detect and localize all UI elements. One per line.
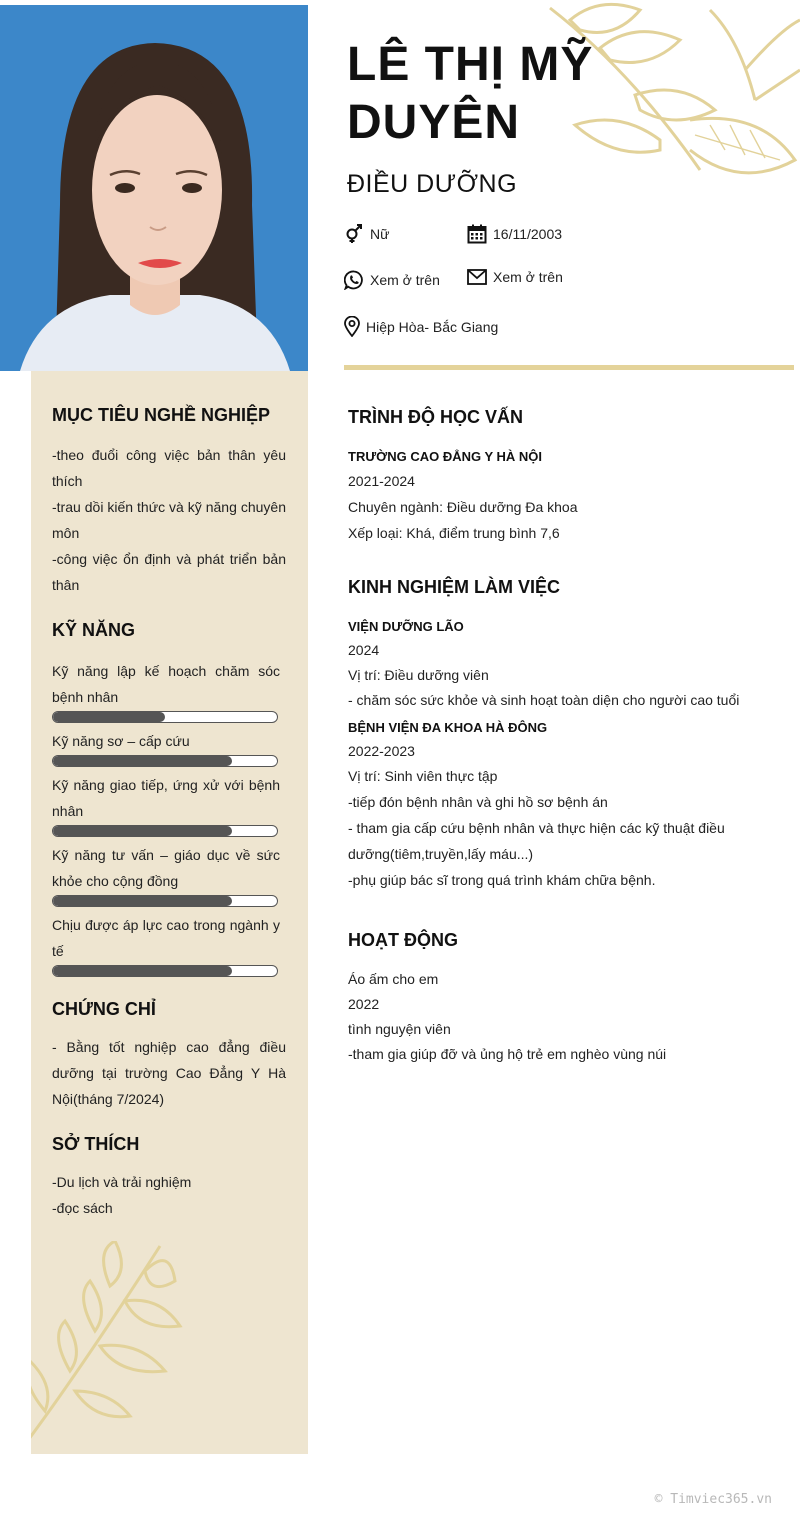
education-grade: Xếp loại: Khá, điểm trung bình 7,6 [348,525,560,541]
skill-item [52,658,280,723]
skill-item [52,842,280,907]
education-section [348,407,788,546]
skills-title: KỸ NĂNG [52,620,136,640]
objective-list [52,442,286,598]
skill-label: Kỹ năng giao tiếp, ứng xử với bệnh nhân [52,777,280,819]
school-name: TRƯỜNG CAO ĐẲNG Y HÀ NỘI [348,449,543,464]
objective-line: -theo đuổi công việc bản thân yêu thích [52,447,286,489]
address-text: Hiệp Hòa- Bắc Giang [366,318,499,335]
skill-bar [52,895,278,907]
email-info [467,268,563,286]
skill-bar-fill [53,712,165,722]
birthdate-text: 16/11/2003 [493,226,563,242]
phone-info [344,270,440,290]
sidebar [31,371,308,1454]
name-line: LÊ THỊ MỸ [347,38,594,91]
job-line: - tham gia cấp cứu bệnh nhân và thực hiện các kỹ thuật điều dưỡng(tiêm,truyền,lấy máu...) [348,820,725,862]
skill-label: Kỹ năng lập kế hoạch chăm sóc bệnh nhân [52,663,280,705]
candidate-name [347,36,593,152]
experience-title: KINH NGHIỆM LÀM VIỆC [348,577,561,597]
location-icon [344,316,360,337]
objective-title: MỤC TIÊU NGHỀ NGHIỆP [52,405,271,425]
gender-icon [344,224,364,244]
job-period: 2024 [348,642,380,658]
name-line: DUYÊN [347,96,521,149]
activities-section [348,930,788,1067]
profile-photo [0,5,308,371]
skill-label: Chịu được áp lực cao trong ngành y tế [52,917,280,959]
job-org: VIỆN DƯỠNG LÃO [348,619,464,634]
hobby-line: -đọc sách [52,1200,113,1216]
gender-info [344,224,389,244]
education-years: 2021-2024 [348,473,415,489]
job-line: Vị trí: Sinh viên thực tập [348,768,498,784]
skill-bar-fill [53,896,232,906]
header-divider [344,365,794,370]
education-title: TRÌNH ĐỘ HỌC VẤN [348,407,523,427]
skill-bar-fill [53,826,232,836]
job-org: BỆNH VIỆN ĐA KHOA HÀ ĐÔNG [348,720,548,735]
calendar-icon [467,224,487,244]
skill-bar [52,711,278,723]
skill-bar-fill [53,966,232,976]
phone-text: Xem ở trên [370,272,440,288]
job-line: -phụ giúp bác sĩ trong quá trình khám chữa bệnh. [348,872,656,888]
activities-title: HOẠT ĐỘNG [348,930,458,950]
skill-item [52,772,280,837]
email-text: Xem ở trên [493,269,563,285]
leaf-decoration-bottom [31,1241,200,1454]
gender-text: Nữ [370,226,390,242]
footer-watermark: © Timviec365.vn [654,1492,772,1507]
objective-line: -công việc ổn định và phát triển bản thân [52,551,286,593]
portrait-illustration [0,5,308,371]
skill-item [52,728,280,767]
skills-list [52,658,280,977]
job-line: - chăm sóc sức khỏe và sinh hoạt toàn diện cho người cao tuổi [348,692,740,708]
skill-bar-fill [53,756,232,766]
skill-bar [52,755,278,767]
certificates-text: - Bằng tốt nghiệp cao đẳng điều dưỡng tại trường Cao Đẳng Y Hà Nội(tháng 7/2024) [52,1039,286,1107]
job-title: ĐIỀU DƯỠNG [347,170,518,198]
hobbies-list [52,1169,191,1221]
job-line: -tiếp đón bệnh nhân và ghi hồ sơ bệnh án [348,794,608,810]
address-info [344,316,498,337]
activity-name: Áo ấm cho em [348,971,439,987]
hobbies-title: SỞ THÍCH [52,1134,140,1154]
experience-section [348,577,788,893]
activity-desc: -tham gia giúp đỡ và ủng hộ trẻ em nghèo vùng núi [348,1046,667,1062]
job-line: Vị trí: Điều dưỡng viên [348,667,489,683]
mail-icon [467,268,487,286]
whatsapp-icon [344,270,364,290]
activity-role: tình nguyện viên [348,1021,451,1037]
objective-line: -trau dồi kiến thức và kỹ năng chuyên môn [52,499,286,541]
hobby-line: -Du lịch và trải nghiệm [52,1174,192,1190]
education-major: Chuyên ngành: Điều dưỡng Đa khoa [348,499,578,515]
skill-bar [52,965,278,977]
skill-label: Kỹ năng tư vấn – giáo dục về sức khỏe cho cộng đồng [52,847,280,889]
skill-item [52,912,280,977]
skill-label: Kỹ năng sơ – cấp cứu [52,733,190,749]
activity-year: 2022 [348,996,380,1012]
birthdate-info [467,224,562,244]
skill-bar [52,825,278,837]
certificates-title: CHỨNG CHỈ [52,999,156,1019]
job-period: 2022-2023 [348,743,415,759]
